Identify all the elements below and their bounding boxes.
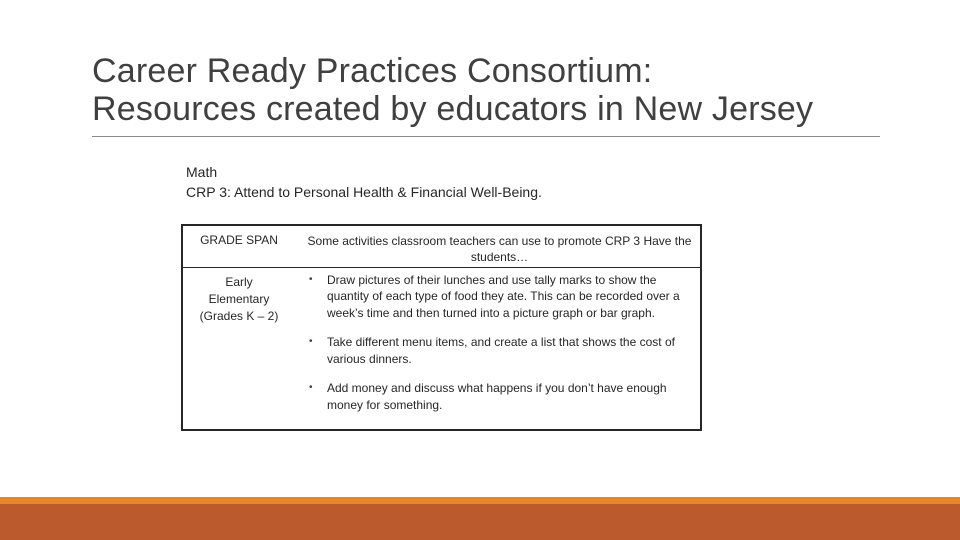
- grade-span-cell: [182, 267, 295, 430]
- activity-text: Draw pictures of their lunches and use tally marks to show the quantity of each type of food they ate. This can be recorded over a week’s time and then turned into a picture graph or bar graph.: [327, 272, 680, 320]
- crp-statement: CRP 3: Attend to Personal Health & Financial Well-Being.: [186, 184, 542, 200]
- activity-text: Take different menu items, and create a list that shows the cost of various dinners.: [327, 335, 675, 366]
- list-item: [305, 334, 694, 367]
- title-divider: [92, 136, 880, 137]
- activities-table: [181, 224, 702, 431]
- header-activities: Some activities classroom teachers can use to promote CRP 3 Have the students…: [295, 225, 701, 267]
- slide-title: [92, 52, 882, 128]
- grade-line: (Grades K – 2): [199, 308, 279, 323]
- subject-name: Math: [186, 164, 218, 180]
- table-row: [182, 267, 701, 430]
- bullet-icon: •: [309, 382, 313, 393]
- activities-cell: [295, 267, 701, 430]
- bullet-icon: •: [309, 336, 313, 347]
- slide-title-line-1: Career Ready Practices Consortium:: [92, 52, 653, 90]
- bullet-icon: •: [309, 273, 313, 285]
- footer-accent-stripe: [0, 497, 960, 504]
- activity-list: [305, 272, 694, 414]
- slide-title-line-2: Resources created by educators in New Jersey: [92, 90, 814, 128]
- header-grade-span: GRADE SPAN: [182, 225, 295, 267]
- grade-line: Elementary: [208, 291, 270, 306]
- footer-bar: [0, 504, 960, 540]
- table-header-row: [182, 225, 701, 267]
- activity-text: Add money and discuss what happens if you don’t have enough money for something.: [327, 381, 667, 412]
- grade-line: Early: [225, 274, 253, 289]
- list-item: [305, 380, 694, 413]
- subject-heading: [186, 162, 542, 202]
- list-item: [305, 272, 694, 322]
